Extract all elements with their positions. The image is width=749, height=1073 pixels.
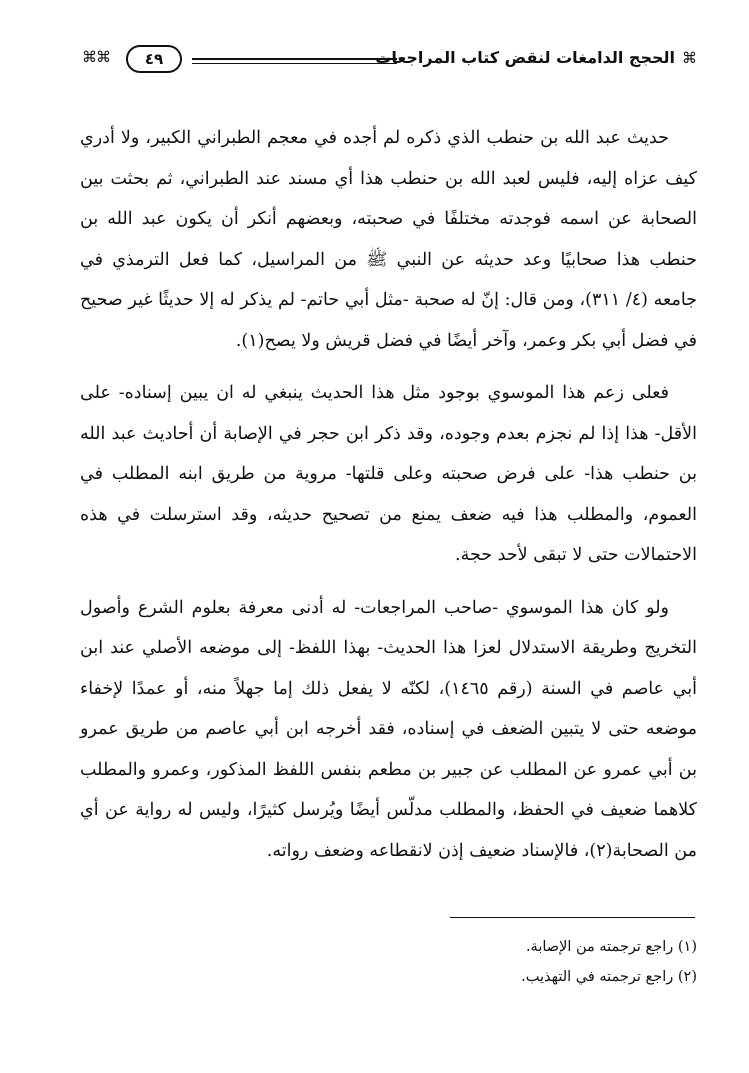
- footnote-separator: [450, 917, 695, 918]
- header-rule-thin: [192, 63, 397, 64]
- paragraph: ولو كان هذا الموسوي -صاحب المراجعات- له أدنى معرفة بعلوم الشرع وأصول التخريج وطريقة الاستدلال لعزا هذا الحديث- بهذا اللفظ- إلى موضعه الأصلي عند ابن أبي عاصم في السنة (رقم ١٤٦٥)، لكنّه لا يفعل ذلك إما جهلاً منه، أو عمدًا لإخفاء موضعه حتى لا يتبين الضعف في إسناده، فقد أخرجه ابن أبي عاصم من طريق عمرو بن أبي عمرو عن المطلب عن جبير بن مطعم بنفس اللفظ المذكور، وعمرو والمطلب كلاهما ضعيف في الحفظ، والمطلب مدلّس أيضًا ويُرسل كثيرًا، وليس له رواية عن أي من الصحابة(٢)، فالإسناد ضعيف إذن لانقطاعه وضعف رواته.: [80, 597, 697, 861]
- running-title: الحجج الدامغات لنقض كتاب المراجعات: [375, 48, 675, 67]
- footnote: (٢) راجع ترجمته في التهذيب.: [521, 969, 697, 985]
- ornament-icon: ⌘⌘: [82, 48, 110, 66]
- header-rule: [192, 58, 397, 60]
- footnote: (١) راجع ترجمته من الإصابة.: [525, 939, 697, 955]
- page-number: ٤٩: [126, 45, 182, 73]
- ornament-icon: ⌘: [682, 49, 697, 67]
- main-text: [80, 118, 697, 883]
- page-header: [82, 44, 697, 78]
- footnotes: [300, 932, 697, 992]
- paragraph: فعلى زعم هذا الموسوي بوجود مثل هذا الحديث ينبغي له ان يبين إسناده- على الأقل- هذا إذا لم نجزم بعدم وجوده، وقد ذكر ابن حجر في الإصابة أن أحاديث عبد الله بن حنطب هذا- على فرض صحبته وعلى قلتها- مروية من طريق ابنه المطلب في العموم، والمطلب هذا فيه ضعف يمنع من تصحيح حديثه، وقد استرسلت في هذه الاحتمالات حتى لا تبقى لأحد حجة.: [80, 383, 697, 565]
- paragraph: حديث عبد الله بن حنطب الذي ذكره لم أجده في معجم الطبراني الكبير، ولا أدري كيف عزاه إليه، فليس لعبد الله بن حنطب هذا أي مسند عند الطبراني، ثم بحثت بين الصحابة عن اسمه فوجدته مختلفًا في صحبته، وبعضهم أنكر أن يكون عبد الله بن حنطب هذا صحابيًا وعد حديثه عن النبي ﷺ من المراسيل، كما فعل الترمذي في جامعه (٤/ ٣١١)، ومن قال: إنّ له صحبة -مثل أبي حاتم- لم يذكر له إلا حديثًا غير صحيح في فضل أبي بكر وعمر، وآخر أيضًا في فضل قريش ولا يصح(١).: [80, 128, 697, 351]
